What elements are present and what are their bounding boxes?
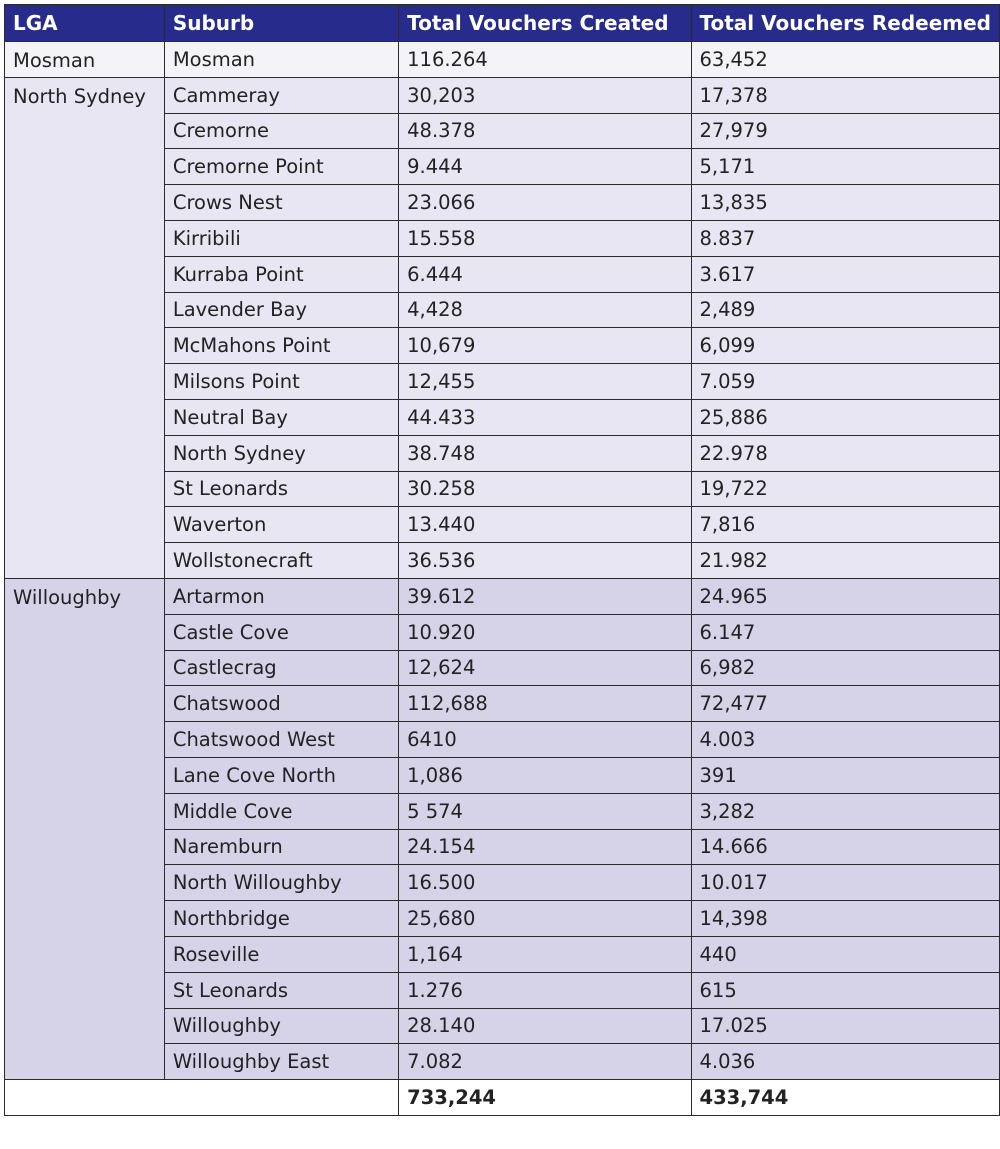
created-cell: 10.920	[399, 614, 691, 650]
lga-cell-north-sydney: North Sydney	[5, 77, 165, 578]
header-lga: LGA	[5, 5, 165, 42]
suburb-cell: Chatswood West	[164, 722, 398, 758]
suburb-cell: St Leonards	[164, 972, 398, 1008]
created-cell: 112,688	[399, 686, 691, 722]
suburb-cell: Willoughby	[164, 1008, 398, 1044]
redeemed-cell: 3,282	[691, 793, 1000, 829]
redeemed-cell: 4.003	[691, 722, 1000, 758]
redeemed-cell: 6,099	[691, 328, 1000, 364]
suburb-cell: Lane Cove North	[164, 757, 398, 793]
redeemed-cell: 24.965	[691, 578, 1000, 614]
suburb-cell: Neutral Bay	[164, 399, 398, 435]
created-cell: 15.558	[399, 220, 691, 256]
created-cell: 30,203	[399, 77, 691, 113]
created-cell: 23.066	[399, 185, 691, 221]
suburb-cell: Chatswood	[164, 686, 398, 722]
created-cell: 25,680	[399, 901, 691, 937]
created-cell: 13.440	[399, 507, 691, 543]
redeemed-cell: 391	[691, 757, 1000, 793]
totals-row	[5, 1080, 1000, 1116]
total-redeemed-cell: 433,744	[691, 1080, 1000, 1116]
created-cell: 28.140	[399, 1008, 691, 1044]
created-cell: 7.082	[399, 1044, 691, 1080]
created-cell: 12,624	[399, 650, 691, 686]
suburb-cell: Roseville	[164, 936, 398, 972]
created-cell: 36.536	[399, 543, 691, 579]
redeemed-cell: 17,378	[691, 77, 1000, 113]
suburb-cell: Lavender Bay	[164, 292, 398, 328]
created-cell: 39.612	[399, 578, 691, 614]
redeemed-cell: 63,452	[691, 42, 1000, 78]
suburb-cell: Waverton	[164, 507, 398, 543]
redeemed-cell: 10.017	[691, 865, 1000, 901]
table-row	[5, 578, 1000, 614]
suburb-cell: Cremorne Point	[164, 149, 398, 185]
redeemed-cell: 21.982	[691, 543, 1000, 579]
redeemed-cell: 22.978	[691, 435, 1000, 471]
redeemed-cell: 8.837	[691, 220, 1000, 256]
totals-label-cell	[5, 1080, 399, 1116]
redeemed-cell: 17.025	[691, 1008, 1000, 1044]
created-cell: 48.378	[399, 113, 691, 149]
suburb-cell: McMahons Point	[164, 328, 398, 364]
created-cell: 116.264	[399, 42, 691, 78]
suburb-cell: Middle Cove	[164, 793, 398, 829]
created-cell: 16.500	[399, 865, 691, 901]
header-vouchers-redeemed: Total Vouchers Redeemed	[691, 5, 1000, 42]
suburb-cell: Willoughby East	[164, 1044, 398, 1080]
suburb-cell: Wollstonecraft	[164, 543, 398, 579]
redeemed-cell: 440	[691, 936, 1000, 972]
total-created-cell: 733,244	[399, 1080, 691, 1116]
created-cell: 1,086	[399, 757, 691, 793]
vouchers-table	[4, 4, 1000, 1116]
redeemed-cell: 19,722	[691, 471, 1000, 507]
header-suburb: Suburb	[164, 5, 398, 42]
created-cell: 30.258	[399, 471, 691, 507]
created-cell: 1.276	[399, 972, 691, 1008]
redeemed-cell: 14,398	[691, 901, 1000, 937]
created-cell: 6410	[399, 722, 691, 758]
created-cell: 9.444	[399, 149, 691, 185]
created-cell: 4,428	[399, 292, 691, 328]
redeemed-cell: 14.666	[691, 829, 1000, 865]
suburb-cell: North Willoughby	[164, 865, 398, 901]
table-row	[5, 42, 1000, 78]
created-cell: 5 574	[399, 793, 691, 829]
suburb-cell: Cremorne	[164, 113, 398, 149]
suburb-cell: Kurraba Point	[164, 256, 398, 292]
table-row	[5, 77, 1000, 113]
suburb-cell: Cammeray	[164, 77, 398, 113]
suburb-cell: Castlecrag	[164, 650, 398, 686]
suburb-cell: Milsons Point	[164, 364, 398, 400]
lga-cell-mosman: Mosman	[5, 42, 165, 78]
created-cell: 1,164	[399, 936, 691, 972]
created-cell: 12,455	[399, 364, 691, 400]
suburb-cell: Mosman	[164, 42, 398, 78]
redeemed-cell: 27,979	[691, 113, 1000, 149]
suburb-cell: North Sydney	[164, 435, 398, 471]
created-cell: 24.154	[399, 829, 691, 865]
created-cell: 44.433	[399, 399, 691, 435]
redeemed-cell: 3.617	[691, 256, 1000, 292]
suburb-cell: St Leonards	[164, 471, 398, 507]
redeemed-cell: 6,982	[691, 650, 1000, 686]
suburb-cell: Kirribili	[164, 220, 398, 256]
redeemed-cell: 13,835	[691, 185, 1000, 221]
lga-cell-willoughby: Willoughby	[5, 578, 165, 1079]
suburb-cell: Crows Nest	[164, 185, 398, 221]
suburb-cell: Northbridge	[164, 901, 398, 937]
redeemed-cell: 2,489	[691, 292, 1000, 328]
created-cell: 10,679	[399, 328, 691, 364]
created-cell: 6.444	[399, 256, 691, 292]
header-vouchers-created: Total Vouchers Created	[399, 5, 691, 42]
suburb-cell: Castle Cove	[164, 614, 398, 650]
created-cell: 38.748	[399, 435, 691, 471]
header-row	[5, 5, 1000, 42]
redeemed-cell: 5,171	[691, 149, 1000, 185]
redeemed-cell: 25,886	[691, 399, 1000, 435]
redeemed-cell: 7,816	[691, 507, 1000, 543]
suburb-cell: Artarmon	[164, 578, 398, 614]
suburb-cell: Naremburn	[164, 829, 398, 865]
redeemed-cell: 7.059	[691, 364, 1000, 400]
redeemed-cell: 4.036	[691, 1044, 1000, 1080]
redeemed-cell: 72,477	[691, 686, 1000, 722]
redeemed-cell: 615	[691, 972, 1000, 1008]
redeemed-cell: 6.147	[691, 614, 1000, 650]
